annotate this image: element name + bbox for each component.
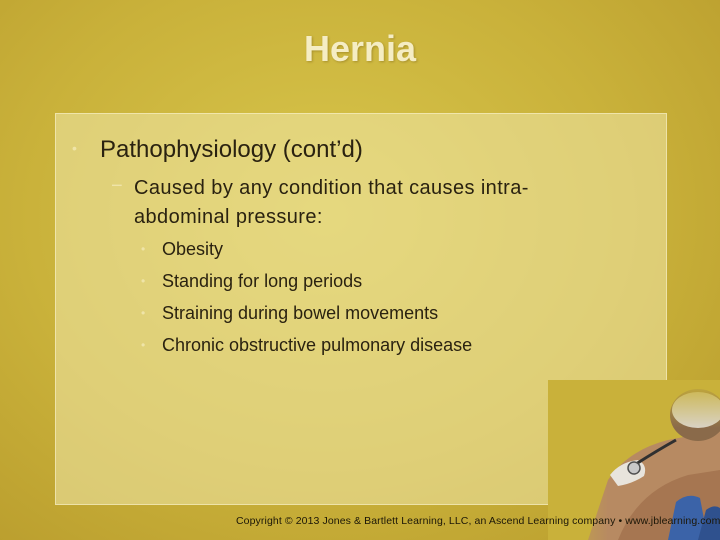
list-item-text: Straining during bowel movements <box>162 303 439 323</box>
causes-list <box>141 237 472 365</box>
bullet-marker: • <box>141 242 146 256</box>
list-item <box>141 333 472 365</box>
slide-title: Hernia <box>303 28 417 69</box>
list-item <box>141 237 472 269</box>
list-item <box>141 269 472 301</box>
bullet-marker: • <box>141 306 146 320</box>
list-item <box>141 301 472 333</box>
bullet-marker: • <box>141 274 146 288</box>
bullet-text: Caused by any condition that causes intra-abdominal pressure: <box>134 177 529 228</box>
list-item-text: Obesity <box>162 239 224 259</box>
bullet-marker: • <box>141 338 146 352</box>
bullet-caused-by <box>111 174 614 232</box>
dash-marker: − <box>111 175 124 197</box>
bullet-text: Pathophysiology (cont’d) <box>100 136 363 163</box>
bullet-pathophysiology <box>72 136 363 164</box>
list-item-text: Chronic obstructive pulmonary disease <box>162 335 473 355</box>
copyright-footer: Copyright © 2013 Jones & Bartlett Learning, LLC, an Ascend Learning company • www.jblearning.com <box>236 515 720 527</box>
list-item-text: Standing for long periods <box>162 271 363 291</box>
bullet-marker: • <box>72 140 77 156</box>
